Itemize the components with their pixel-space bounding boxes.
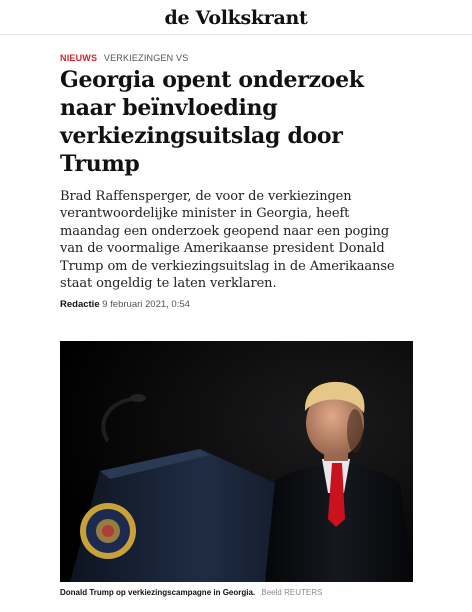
article-kicker — [60, 53, 188, 63]
article-lead: Brad Raffensperger, de voor de verkiezingen verantwoordelijke minister in Georgia, heeft maandag een onderzoek geopend naar een poging van de voormalige Amerikaanse president Donald Trump om de verkiezingsuitslag in de Amerikaanse staat ongeldig te laten verklaren. — [60, 189, 395, 292]
article-byline — [60, 299, 190, 310]
article-photo[interactable] — [60, 341, 413, 582]
article-headline: Georgia opent onderzoek naar beïnvloeding verkiezingsuitslag door Trump — [60, 67, 364, 177]
caption-credit: Beeld REUTERS — [261, 588, 323, 597]
section-label[interactable]: NIEUWS — [60, 53, 98, 63]
masthead-divider — [0, 34, 472, 35]
site-logo[interactable]: de Volkskrant — [164, 7, 308, 29]
photo-illustration — [60, 341, 413, 582]
masthead — [0, 0, 472, 34]
photo-caption — [60, 588, 322, 597]
byline-date: 9 februari 2021, 0:54 — [102, 299, 190, 310]
caption-text: Donald Trump op verkiezingscampagne in Georgia. — [60, 588, 256, 597]
topic-label[interactable]: VERKIEZINGEN VS — [103, 53, 189, 63]
byline-author: Redactie — [60, 299, 100, 310]
